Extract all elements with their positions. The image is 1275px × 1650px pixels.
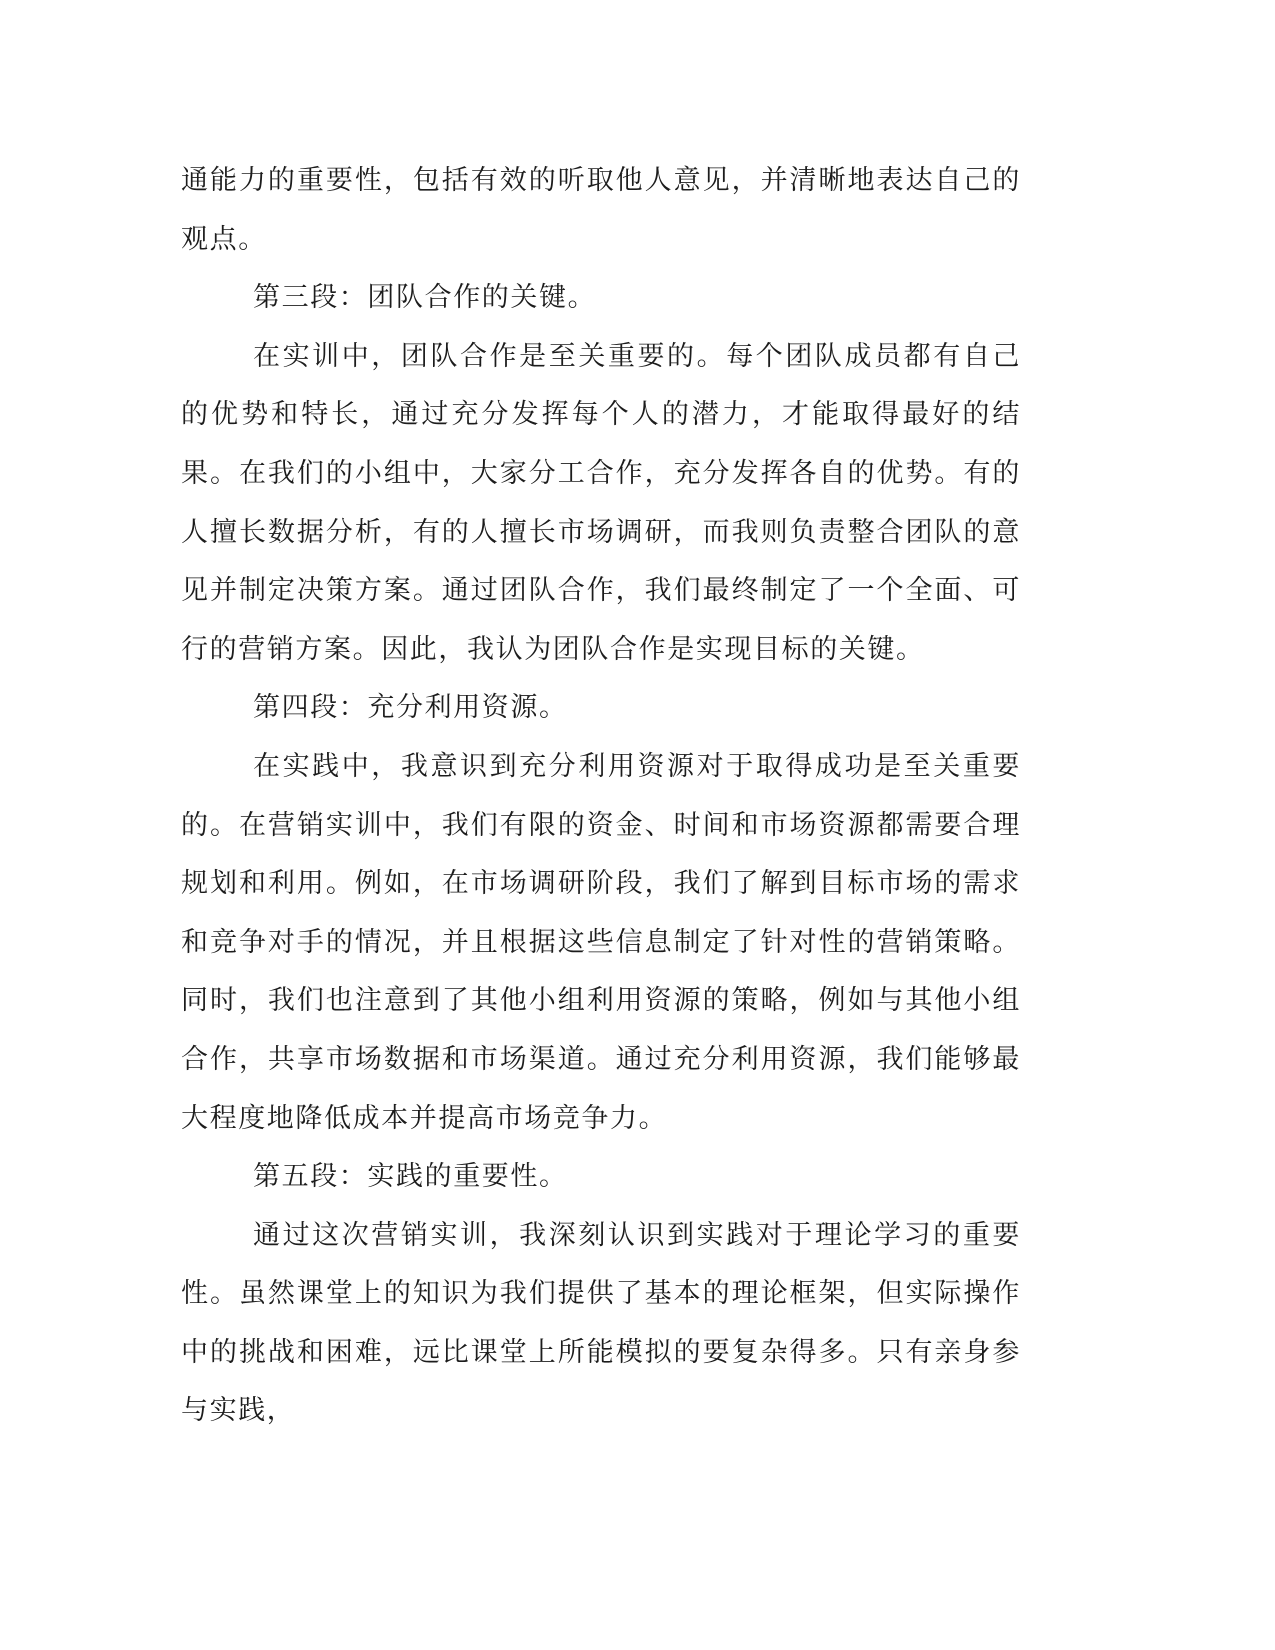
paragraph-resources: 在实践中，我意识到充分利用资源对于取得成功是至关重要的。在营销实训中，我们有限的资金、时间和市场资源都需要合理规划和利用。例如，在市场调研阶段，我们了解到目标市场的需求和竞争对手的情况，并且根据这些信息制定了针对性的营销策略。同时，我们也注意到了其他小组利用资源的策略，例如与其他小组合作，共享市场数据和市场渠道。通过充分利用资源，我们能够最大程度地降低成本并提高市场竞争力。	[181, 750, 1021, 1134]
paragraph-teamwork: 在实训中，团队合作是至关重要的。每个团队成员都有自己的优势和特长，通过充分发挥每个人的潜力，才能取得最好的结果。在我们的小组中，大家分工合作，充分发挥各自的优势。有的人擅长数据分析，有的人擅长市场调研，而我则负责整合团队的意见并制定决策方案。通过团队合作，我们最终制定了一个全面、可行的营销方案。因此，我认为团队合作是实现目标的关键。	[181, 340, 1021, 665]
paragraph-continuation: 通能力的重要性，包括有效的听取他人意见，并清晰地表达自己的观点。	[181, 165, 1021, 255]
paragraph-practice: 通过这次营销实训，我深刻认识到实践对于理论学习的重要性。虽然课堂上的知识为我们提供了基本的理论框架，但实际操作中的挑战和困难，远比课堂上所能模拟的要复杂得多。只有亲身参与实践，	[181, 1219, 1021, 1427]
section-heading-3: 第三段：团队合作的关键。	[253, 282, 597, 314]
section-heading-4: 第四段：充分利用资源。	[253, 692, 568, 724]
section-heading-5: 第五段：实践的重要性。	[253, 1161, 568, 1193]
document-page	[181, 152, 1021, 1441]
